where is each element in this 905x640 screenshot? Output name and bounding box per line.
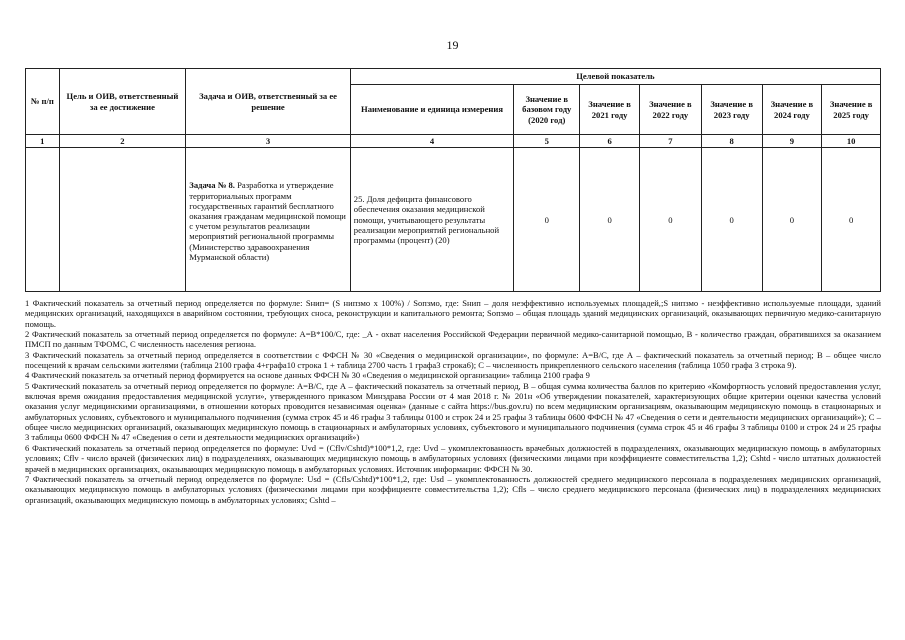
header-row-top xyxy=(26,69,881,85)
column-number: 9 xyxy=(762,135,822,148)
column-number: 7 xyxy=(639,135,701,148)
value-2024: 0 xyxy=(762,148,822,292)
header-2021: Значение в 2021 году xyxy=(580,85,640,135)
footnote-7: 7 Фактический показатель за отчетный период определяется по формуле: Usd = (Cfls/Cshtd)*100*1,2, где: Usd – укомплектованность должностей среднего медицинского персонала в подразделениях медицинских организаций, оказывающих медицинскую помощь в амбулаторных условиях (физическими лицами при коэффициенте совместительства 1,2); Cfls – число среднего медицинского персонала (физических лиц) в подразделениях медицинских организаций, оказывающих медицинскую помощь в амбулаторных условиях; Cshtd – xyxy=(25,473,881,505)
header-2024: Значение в 2024 году xyxy=(762,85,822,135)
value-2023: 0 xyxy=(701,148,762,292)
header-task: Задача и ОИВ, ответственный за ее решение xyxy=(186,69,351,135)
header-name-unit: Наименование и единица измерения xyxy=(350,85,513,135)
value-2022: 0 xyxy=(639,148,701,292)
footnote-3: 3 Фактический показатель за отчетный период определяется в соответствии с ФФСН № 30 «Сведения о медицинской организации», по формуле: А=В/С, где А – фактический показатель за отчетный период; В – общее число посещений к врачам сельскими жителями (таблица 2100 графа 4+графа10 строка 1 + таблица 2700 часть 1 графа3 строка6); С – численность прикрепленного сельского населения (таблица 1050 графа 3 строка 9). xyxy=(25,349,881,371)
row-goal-cell xyxy=(59,148,186,292)
column-number: 6 xyxy=(580,135,640,148)
header-2025: Значение в 2025 году xyxy=(822,85,881,135)
column-number: 1 xyxy=(26,135,60,148)
page-number: 19 xyxy=(446,38,459,52)
table-row xyxy=(26,148,881,292)
row-indicator-cell: 25. Доля дефицита финансового обеспечения оказания медицинской помощи, учитывающего результаты реализации мероприятий региональной программы (процент) (20) xyxy=(350,148,513,292)
task-label: Задача № 8. xyxy=(189,180,235,191)
column-number: 5 xyxy=(514,135,580,148)
header-2023: Значение в 2023 году xyxy=(701,85,762,135)
value-base-year: 0 xyxy=(514,148,580,292)
header-target-indicator: Целевой показатель xyxy=(350,69,880,85)
header-2022: Значение в 2022 году xyxy=(639,85,701,135)
footnote-1: 1 Фактический показатель за отчетный период определяется по формуле: Sнип= (S нипзмо x 100%) / Sопзмо, где: Sнип – доля неэффективно используемых площадей,;S нипзмо - неэффективно используемые площади, зданий медицинских организаций, находящихся в аварийном состоянии, требующих сноса, реконструкции и капитального ремонта; Sопзмо – общая площадь зданий медицинских организаций, оказывающих первичную медико-санитарную помощь. xyxy=(25,298,881,329)
column-number: 4 xyxy=(350,135,513,148)
footnotes xyxy=(25,298,881,505)
target-indicators-table xyxy=(25,68,881,292)
column-number: 2 xyxy=(59,135,186,148)
footnote-5: 5 Фактический показатель за отчетный период определяется по формуле: А=В/С, где А – фактический показатель за отчетный период, В – общая сумма количества баллов по критерию «Комфортность условий предоставления услуг, включая время ожидания предоставления медицинской услуги», утвержденного приказом Минздрава России от 4 мая 2018 г. № 201н «Об утверждении показателей, характеризующих общие критерии оценки качества условий оказания услуг медицинскими организациями, в отношении которых проводится независимая оценка» (данные с сайта https://bus.gov.ru) по всем медицинским организациям, оказывающим медицинскую помощь в стационарных и амбулаторных условиях, субъектового и муниципального подчинения (сумма строк 45 и 46 графы 3 таблицы 0100 и строк 24 и 25 графы 3 таблицы 0600 ФФСН № 47 «Сведения о сети и деятельности медицинских организаций»); С – общее число медицинских организаций, оказывающих медицинскую помощь в стационарных и амбулаторных условиях, субъектового и муниципального подчинения (сумма строк 45 и 46 графы 3 таблицы 0100 и строк 24 и 25 графы 3 таблицы 0600 ФФСН № 47 «Сведения о сети и деятельности медицинских организаций») xyxy=(25,380,881,443)
header-goal: Цель и ОИВ, ответственный за ее достижение xyxy=(59,69,186,135)
column-number: 3 xyxy=(186,135,351,148)
value-2021: 0 xyxy=(580,148,640,292)
footnote-4: 4 Фактический показатель за отчетный период формируется на основе данных ФФСН № 30 «Сведения о медицинской организации» таблица 2100 графа 9 xyxy=(25,370,590,381)
row-num-cell xyxy=(26,148,60,292)
column-number-row xyxy=(26,135,881,148)
footnote-6: 6 Фактический показатель за отчетный период определяется по формуле: Uvd = (Cflv/Cshtd)*100*1,2, где: Uvd – укомплектованность врачебных должностей в подразделениях, оказывающих медицинскую помощь в амбулаторных условиях; Cflv - число врачей (физических лиц) в подразделениях, оказывающих медицинскую помощь в амбулаторных условиях (физическими лицами при коэффициенте совместительства 1,2); Cshtd - число штатных должностей врачей в медицинских организациях, оказывающих медицинскую помощь в амбулаторных условиях. Источник информации: ФФСН № 30. xyxy=(25,442,881,474)
footnote-2: 2 Фактический показатель за отчетный период определяется по формуле: А=В*100/С, где: _А - охват населения Российской Федерации первичной медико-санитарной помощью, В - количество граждан, обратившихся за оказанием ПМСП по данным ТФОМС, С численность населения региона. xyxy=(25,329,881,350)
column-number: 10 xyxy=(822,135,881,148)
task-text: Разработка и утверждение территориальных программ государственных гарантий бесплатного оказания гражданам медицинской помощи с учетом результатов реализации мероприятий региональной программы (Министерство здравоохранения Мурманской области) xyxy=(189,180,346,262)
value-2025: 0 xyxy=(822,148,881,292)
header-base-year: Значение в базовом году (2020 год) xyxy=(514,85,580,135)
row-task-cell xyxy=(186,148,351,292)
header-num: № п/п xyxy=(26,69,60,135)
column-number: 8 xyxy=(701,135,762,148)
